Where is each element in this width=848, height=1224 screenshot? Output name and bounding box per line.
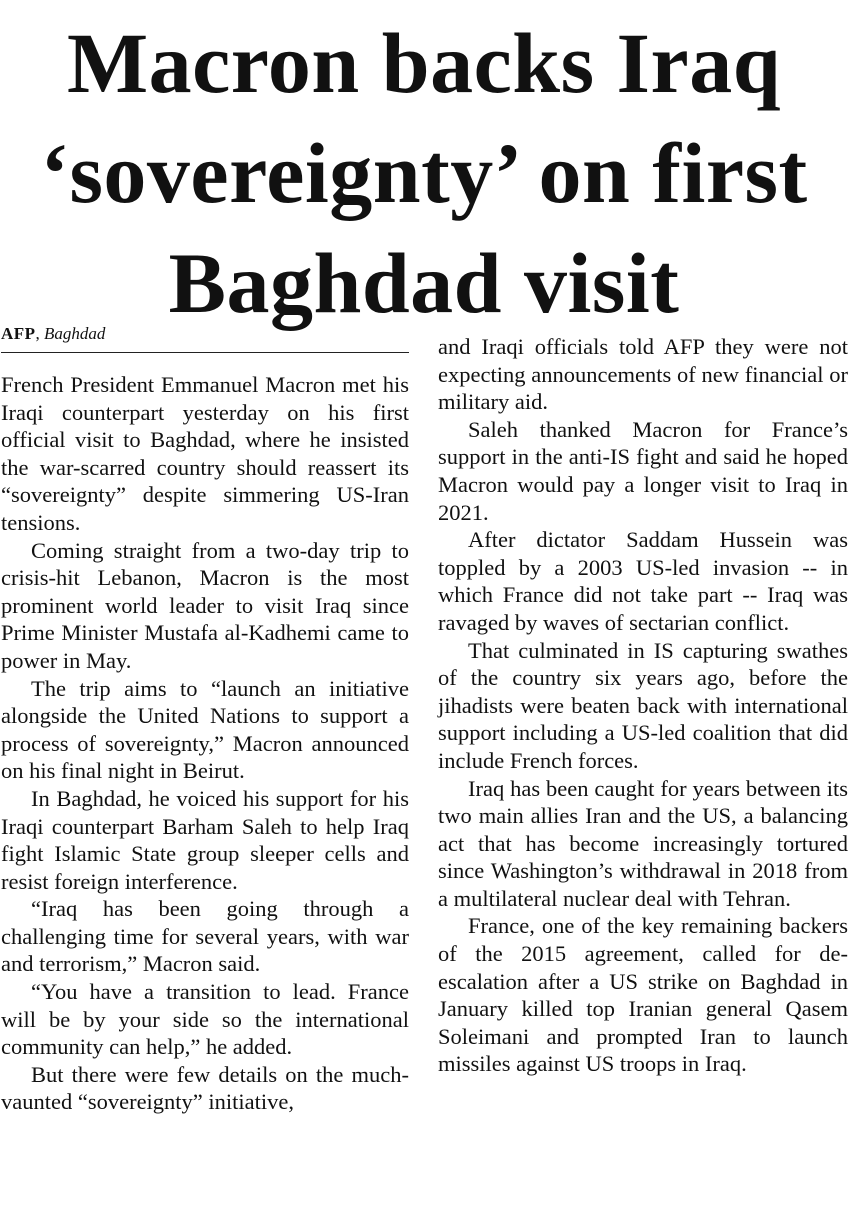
- byline-separator: ,: [35, 324, 45, 343]
- paragraph: French President Emmanuel Macron met his Iraqi counterpart yesterday on his first official visit to Baghdad, where he insisted the war-scarred country should reassert its “sovereignty” despite simmering US-Iran tensions.: [1, 372, 409, 535]
- headline-line-2: ‘sovereignty’ on first: [40, 125, 808, 221]
- byline-place: Baghdad: [44, 324, 106, 343]
- right-column: [438, 333, 848, 1078]
- left-column: [1, 322, 409, 1116]
- paragraph: But there were few details on the much-vaunted “sovereignty” initiative,: [1, 1061, 409, 1115]
- paragraph: The trip aims to “launch an initiative alongside the United Nations to support a process of sovereignty,” Macron announced on his final night in Beirut.: [1, 675, 409, 784]
- paragraph: After dictator Saddam Hussein was toppled by a 2003 US-led invasion -- in which France did not take part -- Iraq was ravaged by waves of sectarian conflict.: [438, 527, 848, 635]
- paragraph: “Iraq has been going through a challenging time for several years, with war and terrorism,” Macron said.: [1, 896, 409, 977]
- byline-agency: AFP: [1, 324, 36, 343]
- paragraph: “You have a transition to lead. France will be by your side so the international community can help,” he added.: [1, 979, 409, 1060]
- paragraph: In Baghdad, he voiced his support for his Iraqi counterpart Barham Saleh to help Iraq fight Islamic State group sleeper cells and resist foreign interference.: [1, 785, 409, 894]
- paragraph: France, one of the key remaining backers of the 2015 agreement, called for de-escalation after a US strike on Baghdad in January killed top Iranian general Qasem Soleimani and prompted Iran to launch missiles against US troops in Iraq.: [438, 913, 848, 1077]
- headline-line-1: Macron backs Iraq: [66, 15, 782, 111]
- paragraph: Coming straight from a two-day trip to crisis-hit Lebanon, Macron is the most prominent world leader to visit Iraq since Prime Minister Mustafa al-Kadhemi came to power in May.: [1, 537, 409, 673]
- byline: [1, 322, 409, 353]
- paragraph: That culminated in IS capturing swathes of the country six years ago, before the jihadists were beaten back with international support including a US-led coalition that did include French forces.: [438, 637, 848, 773]
- headline: [0, 8, 848, 338]
- paragraph: Iraq has been caught for years between its two main allies Iran and the US, a balancing act that has become increasingly tortured since Washington’s withdrawal in 2018 from a multilateral nuclear deal with Tehran.: [438, 775, 848, 911]
- headline-line-3: Baghdad visit: [168, 235, 680, 331]
- paragraph-continuation: and Iraqi officials told AFP they were not expecting announcements of new financial or military aid.: [438, 334, 848, 415]
- paragraph: Saleh thanked Macron for France’s support in the anti-IS fight and said he hoped Macron would pay a longer visit to Iraq in 2021.: [438, 416, 848, 525]
